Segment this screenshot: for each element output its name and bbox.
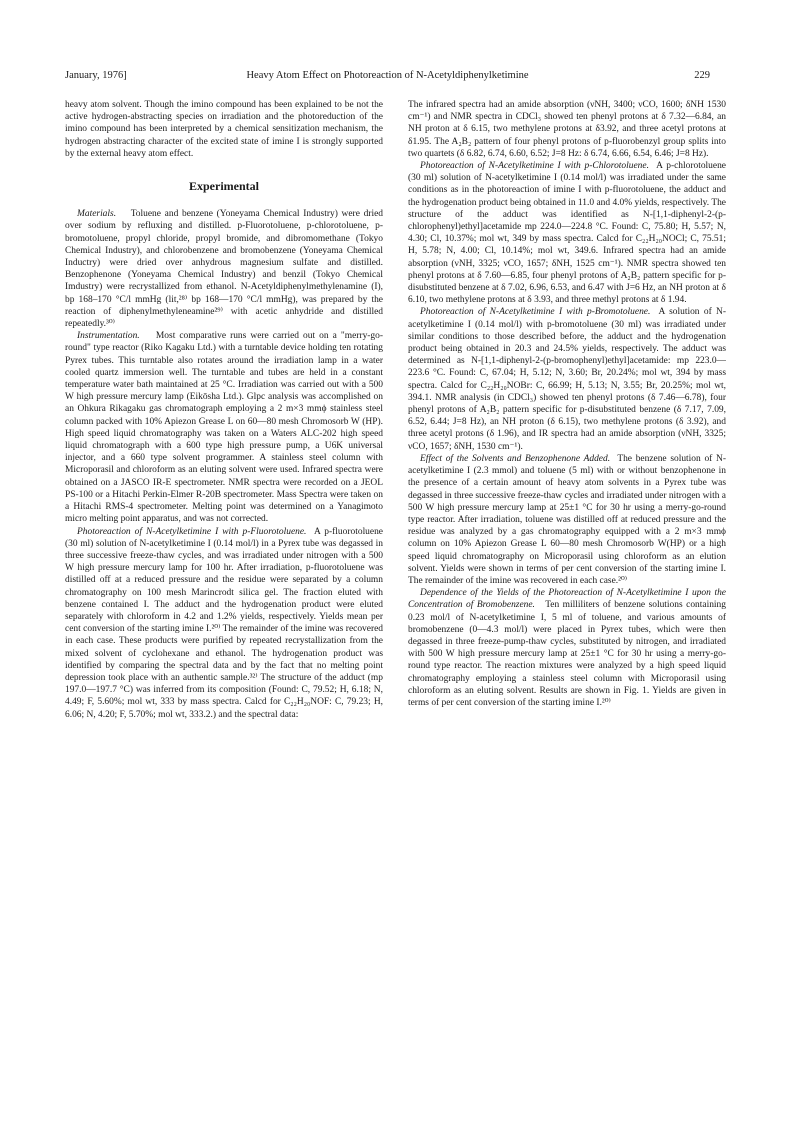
materials-paragraph [65, 208, 383, 330]
fluoro-text: A p-fluorotoluene (30 ml) solution of N-acetylketimine I (0.14 mol/l) in a Pyrex tube was degassed in three successive freeze-thaw cycles, and was irradiated under nitrogen with a 500 W high pressure mercury lamp for 100 hr. After irradiation, p-fluorotoluene was distilled off at a reduced pressure and the residue were separated by a column chromatography on 100 mesh Marincrodt silica gel. The fraction eluted with benzene contained I. The adduct and the hydrogenation product were eluted separately with chloroform in 4.2 and 1.2% yields, respectively. Yields mean per cent conversion of the starting imine I.²⁰⁾ The remainder of the imine was recovered in each case. These products were purified by repeated recrystallization from the mixed solvent of cyclohexane and ethanol. The hydrogenation product was identified by comparing the spectral data and by the fact that no melting point depression took place with an authentic sample.³²⁾ The structure of the adduct (mp 197.0—197.7 °C) was inferred from its composition (Found: C, 79.52; H, 6.18; N, 4.49; F, 5.60%; mol wt, 333 by mass spectra. Calcd for C₂₂H₂₀NOF: C, 79.23; H, 6.06; N, 4.20; F, 5.70%; mol wt, 333.2.) and the spectral data: [65, 526, 384, 720]
chloro-paragraph [408, 160, 726, 306]
intro-paragraph: heavy atom solvent. Though the imino compound has been explained to be not the active hydrogen-abstracting species on irradiation and the photoreduction of the imino compound has been interpreted by a chemical sensitization mechanism, the hydrogen abstracting character of the excited state of imine I is strongly supported by the external heavy atom effect. [65, 100, 383, 159]
page-number: 229 [694, 70, 710, 81]
bromo-text: A solution of N-acetylketimine I (0.14 mol/l) with p-bromotoluene (30 ml) was irradiated under similar conditions to those described before, the adduct and the hydrogenation product being obtained in 20.3 and 24.5% yields, respectively. The adduct was determined as N-[1,1-diphenyl-2-(p-bromophenyl)ethyl]acetamide: mp 223.0—223.6 °C. Found: C, 67.04; H, 5.12; N, 3.60; Br, 20.24%; mol wt, 394 by mass spectra. Calcd for C₂₂H₂₀NOBr: C, 66.99; H, 5.13; N, 3.55; Br, 20.25%; mol wt, 394.1. NMR analysis (in CDCl₃) showed ten phenyl protons (δ 7.46—6.78), four phenyl protons of A₂B₂ pattern specific for p-disubstituted benzene (δ 7.17, 7.09, 6.52, 6.44; J=8 Hz), an NH proton (δ 6.15), two methylene protons (δ 3.92), and three acetyl protons (δ 1.96), and IR spectra had an amide absorption (νNH, 3325; νCO, 1657; δNH, 1530 cm⁻¹). [408, 307, 726, 452]
chloro-text: A p-chlorotoluene (30 ml) solution of N-acetylketimine I (0.14 mol/l) was irradiated under the same conditions as in the photoreaction of imine I with p-fluorotoluene, the adduct and the hydrogenation product being obtained in 11.0 and 4.0% yields, respectively. The structure of the adduct was identified as N-[1,1-diphenyl-2-(p-chlorophenyl)ethyl]acetamide mp 224.0—224.8 °C. Found: C, 75.80; H, 5.57; N, 4.30; Cl, 10.37%; mol wt, 349 by mass spectra. Calcd for C₂₂H₂₀NOCl; C, 75.51; H, 5.78; N, 4.00; Cl, 10.14%; mol wt, 349.6. Infrared spectra had an amide absorption (νNH, 3325; νCO, 1657; δNH, 1525 cm⁻¹). NMR spectra showed ten phenyl protons at δ 7.60—6.85, four phenyl protons of A₂B₂ pattern specific for p-disubstituted benzene at δ 7.02, 6.96, 6.53, and 6.47 with J=6 Hz, an NH proton at δ 6.10, two methylene protons at δ 3.93, and three methyl protons at δ 1.94. [408, 161, 726, 306]
section-title: Experimental [189, 179, 259, 194]
right-column [408, 99, 726, 709]
bromo-paragraph [408, 306, 726, 452]
header-date: January, 1976] [65, 70, 127, 81]
solvents-text: The benzene solution of N-acetylketimine I (2.3 mmol) and toluene (5 ml) with or without benzophenone in the presence of a certain amount of heavy atom solvents in a Pyrex tube was degassed in three successive freeze-thaw cycles and irradiated under nitrogen with a 500 W high pressure mercury lamp at 25±1 °C for 30 hr using a merry-go-round type reactor. After irradiation, toluene was distilled off at reduced pressure and the residue was analyzed by a gas chromatography equipped with a 2 m×3 mmϕ column on 10% Apiezon Grease L 60—80 mesh Chromosorb W(HP) or a high speed liquid chromatography on Microporasil using chloroform as an elution solvent. Yields were shown in terms of per cent conversion of the starting imine I. The remainder of the imine was recovered in each case.²⁰⁾ [408, 453, 726, 586]
solvents-heading: Effect of the Solvents and Benzophenone Added. [420, 453, 611, 464]
running-header [65, 70, 710, 86]
chloro-heading: Photoreaction of N-Acetylketimine I with p-Chlorotoluene. [420, 161, 649, 172]
continuation-paragraph: The infrared spectra had an amide absorption (νNH, 3400; νCO, 1600; δNH 1530 cm⁻¹) and NMR spectra in CDCl₃ showed ten phenyl protons at δ 7.32—6.84, an NH proton at δ 6.15, two methylene protons at δ3.92, and three acetyl protons at δ1.95. The A₂B₂ pattern of four phenyl protons of p-fluorobenzyl group splits into two quartets (δ 6.82, 6.74, 6.60, 6.52; J=8 Hz: δ 6.74, 6.66, 6.54, 6.46; J=8 Hz). [408, 100, 726, 159]
materials-text: Toluene and benzene (Yoneyama Chemical Industry) were dried over sodium by refluxing and distilled. p-Fluorotoluene, p-chlorotoluene, p-bromotoluene, propyl chloride, propyl bromide, and dibromomethane (Tokyo Chemical Industry), and chlorobenzene and bromobenzene (Yoneyama Chemical Inductry) were dried over anhydrous magnesium sulfate and distilled. Benzophenone (Yoneyama Chemical Industry) and benzil (Tokyo Chemical Imdustry) were recrystallized from ethanol. N-Acetyldiphenylmethylenamine (I), bp 168–170 °C/l mmHg (lit,²⁸⁾ bp 168—170 °C/l mmHg), was prepared by the reaction of diphenylmethyleneamine²⁹⁾ with acetic anhydride and distilled repeatedly.³⁰⁾ [65, 209, 383, 330]
instrumentation-paragraph [65, 330, 383, 525]
materials-heading: Materials. [77, 209, 117, 220]
dependence-paragraph [408, 587, 726, 709]
dependence-heading: Dependence of the Yields of the Photoreaction of N-Acetylketimine I upon the Concentration of Bromobenzene. [408, 588, 726, 611]
header-title: Heavy Atom Effect on Photoreaction of N-Acetyldiphenylketimine [246, 70, 529, 81]
fluoro-paragraph [65, 526, 383, 721]
instrumentation-text: Most comparative runs were carried out on a "merry-go-round" type reactor (Riko Kagaku Ltd.) with a turntable device holding ten rotating Pyrex tubes. This turntable also rotates around the irradiation lamp in a water cooled quartz immersion well. The turntable and tubes are held in a constant temperature water bath maintained at 25 °C. Irradiation was carried out with a 500 W high pressure mercury lamp (Eikōsha Ltd.). Glpc analysis was accomplished on an Ohkura Rikagaku gas chromatograph employing a 2 m×3 mmϕ stainless steel column packed with 10% Apiezon Grease L on 60—80 mesh Chromosorb W (HP). High speed liquid chromatography was taken on a Waters ALC-202 high speed liquid chromatograph with a 600 type high pressure pump, a U6K universal injector, and a 660 type solvent programmer. A stainless steel column with Microporasil and chloroform as an eluting solvent were used. Infrared spectra were obtained on a JASCO IR-E spectrometer. NMR spectra were recorded on a JEOL PS-100 or a Hitachi Perkin-Elmer R-20B spectrometer. Mass Spectra were taken on a Hitachi RMS-4 spectrometer. Melting point was determined on a Yanagimoto micro melting point apparatus, and was not corrected. [65, 331, 384, 525]
fluoro-heading: Photoreaction of N-Acetylketimine I with p-Fluorotoluene. [77, 526, 307, 537]
bromo-heading: Photoreaction of N-Acetylketimine I with p-Bromotoluene. [420, 307, 651, 318]
instrumentation-heading: Instrumentation. [77, 331, 140, 342]
left-column [65, 99, 383, 721]
dependence-text: Ten milliliters of benzene solutions containing 0.23 mol/l of N-acetylketimine I, 5 ml of toluene, and various amounts of bromobenzene (0—4.3 mol/l) were placed in Pyrex tubes, which were then degassed in three freeze-pump-thaw cycles, substituted by nitrogen, and irradiated with 500 W high pressure mercury lamp at 25±1 °C for 30 hr using a merry-go-round type reactor. The reaction mixtures were analyzed by a high speed liquid chromatography employing a stainless steel column with Microporasil using chloroform as an eluting solvent. Results are shown in Fig. 1. Yields are given in terms of per cent conversion of the starting imine I.²⁰⁾ [408, 600, 726, 708]
solvents-paragraph [408, 453, 726, 587]
